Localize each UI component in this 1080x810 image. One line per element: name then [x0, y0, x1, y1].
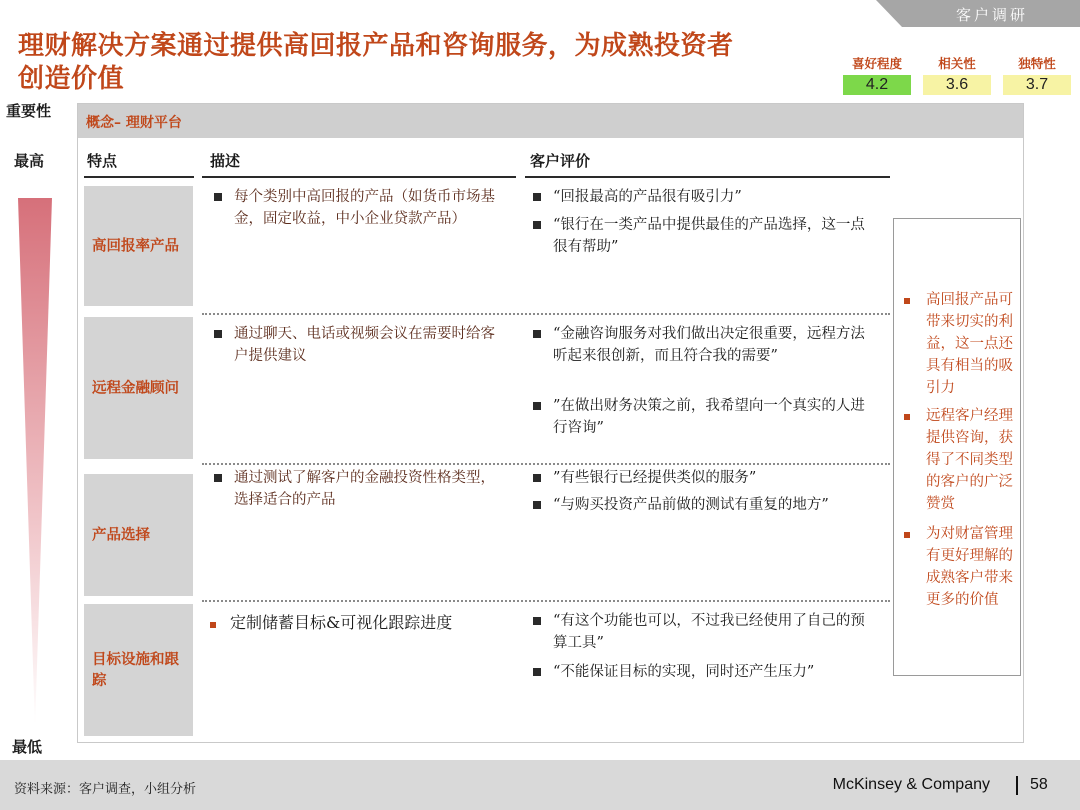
source-note: 资料来源：客户调查，小组分析 — [14, 782, 197, 797]
square-bullet-icon — [533, 617, 541, 625]
feature-label: 产品选择 — [92, 526, 150, 544]
rating-relevance — [923, 56, 991, 95]
rating-label: 相关性 — [938, 56, 976, 71]
square-bullet-icon — [210, 622, 216, 628]
column-header-description: 描述 — [210, 152, 241, 170]
description-item: 定制储蓄目标&可视化跟踪进度 — [210, 612, 510, 634]
summary-box — [893, 218, 1021, 676]
page-title-line-2: 创造价值 — [18, 64, 125, 94]
page-title-line-1: 理财解决方案通过提供高回报产品和咨询服务，为成熟投资者 — [18, 31, 734, 61]
summary-item: 高回报产品可带来切实的利益，这一点还具有相当的吸引力 — [904, 289, 1016, 399]
panel-header-label: 概念– 理财平台 — [86, 115, 182, 131]
feedback-item: “有这个功能也可以，不过我已经使用了自己的预算工具” — [533, 610, 878, 654]
feature-label: 远程金融顾问 — [92, 379, 179, 397]
square-bullet-icon — [533, 330, 541, 338]
rating-value: 3.7 — [1003, 75, 1071, 95]
square-bullet-icon — [533, 402, 541, 410]
section-tab — [876, 0, 1080, 27]
feature-label: 目标设施和跟踪 — [92, 651, 179, 689]
feature-cell — [84, 186, 193, 306]
column-header-feature: 特点 — [87, 152, 118, 170]
square-bullet-icon — [214, 474, 222, 482]
square-bullet-icon — [533, 474, 541, 482]
summary-item: 远程客户经理提供咨询，获得了不同类型的客户的广泛赞赏 — [904, 405, 1016, 515]
rating-uniqueness — [1003, 56, 1071, 95]
page-title — [18, 30, 828, 96]
square-bullet-icon — [214, 330, 222, 338]
importance-high-label: 最高 — [14, 152, 45, 170]
feedback-item: ”在做出财务决策之前，我希望向一个真实的人进行咨询” — [533, 395, 878, 439]
importance-low-label: 最低 — [12, 738, 43, 756]
square-bullet-icon — [904, 532, 910, 538]
footer-divider — [1016, 776, 1018, 795]
section-tab-label: 客户调研 — [955, 6, 1028, 24]
description-item: 通过测试了解客户的金融投资性格类型，选择适合的产品 — [214, 467, 504, 511]
square-bullet-icon — [533, 501, 541, 509]
square-bullet-icon — [533, 193, 541, 201]
row-divider — [202, 600, 890, 602]
feedback-item: “金融咨询服务对我们做出决定很重要，远程方法听起来很创新，而且符合我的需要” — [533, 323, 878, 367]
square-bullet-icon — [214, 193, 222, 201]
square-bullet-icon — [533, 221, 541, 229]
row-divider — [202, 313, 890, 315]
rating-value: 3.6 — [923, 75, 991, 95]
page-number: 58 — [1030, 776, 1048, 793]
feature-cell — [84, 474, 193, 596]
footer — [0, 760, 1080, 810]
row-divider — [202, 463, 890, 465]
importance-gradient-arrow — [18, 198, 52, 728]
summary-item: 为对财富管理有更好理解的成熟客户带来更多的价值 — [904, 523, 1016, 611]
rating-preference — [843, 56, 911, 95]
feature-label: 高回报率产品 — [92, 237, 179, 255]
description-item: 通过聊天、电话或视频会议在需要时给客户提供建议 — [214, 323, 504, 367]
feedback-item: “不能保证目标的实现，同时还产生压力” — [533, 661, 878, 683]
feedback-item: “与购买投资产品前做的测试有重复的地方” — [533, 494, 878, 516]
square-bullet-icon — [904, 414, 910, 420]
feature-cell — [84, 317, 193, 459]
company-name: McKinsey & Company — [832, 776, 990, 793]
header-rule — [202, 176, 516, 178]
feedback-item: ”有些银行已经提供类似的服务” — [533, 467, 878, 489]
header-rule — [84, 176, 194, 178]
rating-label: 独特性 — [1018, 56, 1056, 71]
feature-cell — [84, 604, 193, 736]
description-item: 每个类别中高回报的产品（如货币市场基金，固定收益，中小企业贷款产品） — [214, 186, 504, 230]
feedback-item: “回报最高的产品很有吸引力” — [533, 186, 878, 208]
feedback-item: “银行在一类产品中提供最佳的产品选择，这一点很有帮助” — [533, 214, 878, 258]
panel-header — [78, 104, 1023, 138]
column-header-feedback: 客户评价 — [530, 152, 591, 170]
square-bullet-icon — [533, 668, 541, 676]
rating-label: 喜好程度 — [851, 56, 902, 71]
importance-title: 重要性 — [6, 102, 52, 120]
square-bullet-icon — [904, 298, 910, 304]
header-rule — [525, 176, 890, 178]
rating-value: 4.2 — [843, 75, 911, 95]
